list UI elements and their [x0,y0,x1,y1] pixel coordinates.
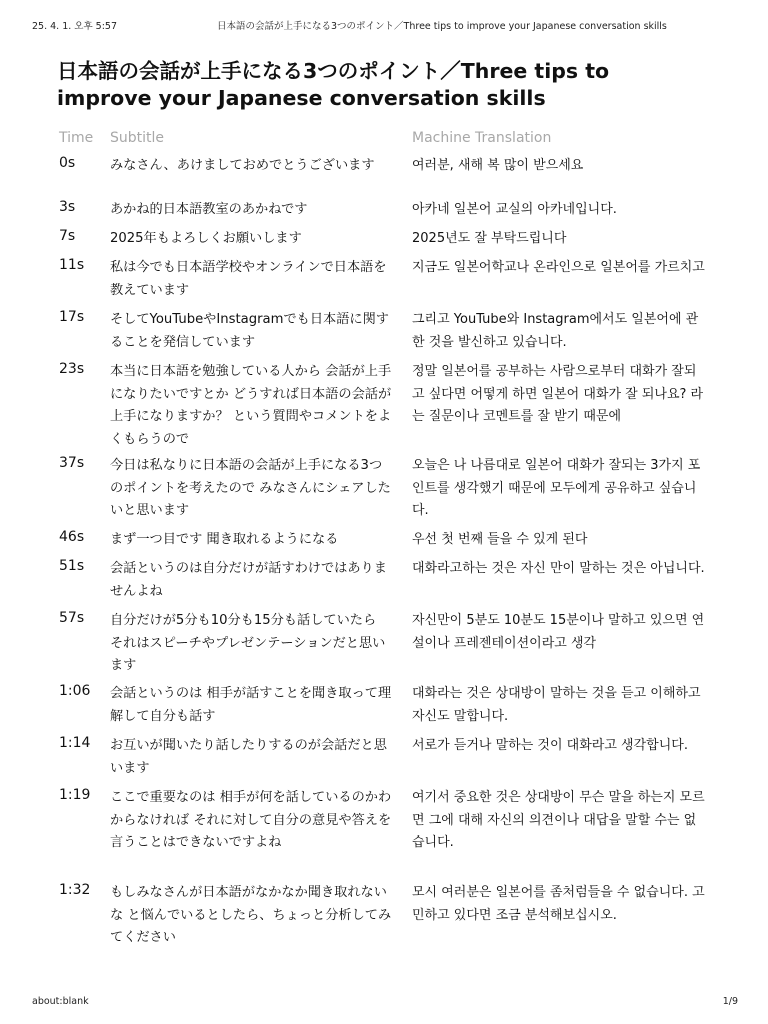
row-translation: 대화라는 것은 상대방이 말하는 것을 듣고 이해하고 자신도 말합니다. [412,686,701,724]
row-time: 1:06 [59,683,91,699]
row-time: 11s [59,257,85,273]
table-row [59,558,719,610]
row-translation: 우선 첫 번째 들을 수 있게 된다 [412,532,588,547]
row-time: 1:32 [59,882,91,898]
row-subtitle: 会話というのは自分だけが話すわけではありませんよね [110,561,387,599]
header-translation: Machine Translation [412,130,552,146]
header-subtitle: Subtitle [110,130,165,146]
row-translation: 자신만이 5분도 10분도 15분이나 말하고 있으면 연설이나 프레젠테이션이라고 생각 [412,613,705,651]
row-translation: 여러분, 새해 복 많이 받으세요 [412,158,584,173]
table-row [59,529,719,558]
print-doc-title: 日本語の会話が上手になる3つのポイント／Three tips to improve your Japanese conversation skills [217,21,667,32]
table-header-row [59,127,719,155]
print-date: 25. 4. 1. 오후 5:57 [32,21,118,32]
row-translation: 여기서 중요한 것은 상대방이 무슨 말을 하는지 모르면 그에 대해 자신의 의견이나 대답을 말할 수는 없습니다. [412,790,705,850]
row-time: 51s [59,558,85,574]
row-subtitle: そしてYouTubeやInstagramでも日本語に関することを発信しています [110,312,389,350]
row-subtitle: みなさん、あけましておめでとうございます [110,158,375,173]
row-translation: 지금도 일본어학교나 온라인으로 일본어를 가르치고 [412,260,705,275]
row-time: 1:19 [59,787,91,803]
row-translation: 대화라고하는 것은 자신 만이 말하는 것은 아닙니다. [412,561,705,576]
row-subtitle: 2025年もよろしくお願いします [110,231,302,246]
row-translation: 그리고 YouTube와 Instagram에서도 일본어에 관한 것을 발신하고 있습니다. [412,312,699,350]
print-url: about:blank [32,996,89,1007]
table-row [59,228,719,257]
row-time: 17s [59,309,85,325]
row-translation: 2025년도 잘 부탁드립니다 [412,231,567,246]
row-subtitle: 会話というのは 相手が話すことを聞き取って理解して自分も話す [110,686,392,724]
table-row [59,610,719,683]
table-row [59,455,719,529]
row-subtitle: 自分だけが5分も10分も15分も話していたら それはスピーチやプレゼンテーションだと思います [110,613,386,673]
row-time: 23s [59,361,85,377]
table-row [59,787,719,882]
page-title: 日本語の会話が上手になる3つのポイント／Three tips to improve your Japanese conversation skills [57,59,610,110]
print-page-number: 1/9 [722,996,738,1007]
row-subtitle: もしみなさんが日本語がなかなか聞き取れないな と悩んでいるとしたら、ちょっと分析してみてください [110,885,392,945]
row-translation: 정말 일본어를 공부하는 사람으로부터 대화가 잘되고 싶다면 어떻게 하면 일본어 대화가 잘 되나요? 라는 질문이나 코멘트를 잘 받기 때문에 [412,364,704,424]
row-subtitle: 私は今でも日本語学校やオンラインで日本語を教えています [110,260,387,298]
print-footer [32,996,738,1010]
row-subtitle: 今日は私なりに日本語の会話が上手になる3つのポイントを考えたので みなさんにシェアしたいと思います [110,458,391,518]
table-row [59,309,719,361]
row-time: 7s [59,228,76,244]
subtitle-table [59,127,719,956]
print-header [32,18,738,32]
row-time: 0s [59,155,76,171]
row-time: 3s [59,199,76,215]
row-translation: 오늘은 나 나름대로 일본어 대화가 잘되는 3가지 포인트를 생각했기 때문에 모두에게 공유하고 싶습니다. [412,458,701,518]
row-translation: 서로가 듣거나 말하는 것이 대화라고 생각합니다. [412,738,688,753]
row-subtitle: お互いが聞いたり話したりするのが会話だと思います [110,738,387,776]
row-time: 57s [59,610,85,626]
table-row [59,199,719,228]
row-subtitle: あかね的日本語教室のあかねです [110,202,308,217]
row-time: 1:14 [59,735,91,751]
table-row [59,683,719,735]
header-time: Time [59,130,94,146]
table-row [59,882,719,956]
table-row [59,155,719,199]
row-translation: 모시 여러분은 일본어를 좀처럼들을 수 없습니다. 고민하고 있다면 조금 분석해보십시오. [412,885,705,923]
row-subtitle: 本当に日本語を勉強している人から 会話が上手になりたいですとか どうすれば日本語の会話が上手になりますか？ という質問やコメントをよくもらうので [110,364,392,447]
table-row [59,735,719,787]
row-translation: 아카네 일본어 교실의 아카네입니다. [412,202,617,217]
table-row [59,257,719,309]
row-time: 37s [59,455,85,471]
row-subtitle: ここで重要なのは 相手が何を話しているのかわからなければ それに対して自分の意見や答えを言うことはできないですよね [110,790,392,850]
row-subtitle: まず一つ目です 聞き取れるようになる [110,532,339,547]
table-row [59,361,719,455]
row-time: 46s [59,529,85,545]
